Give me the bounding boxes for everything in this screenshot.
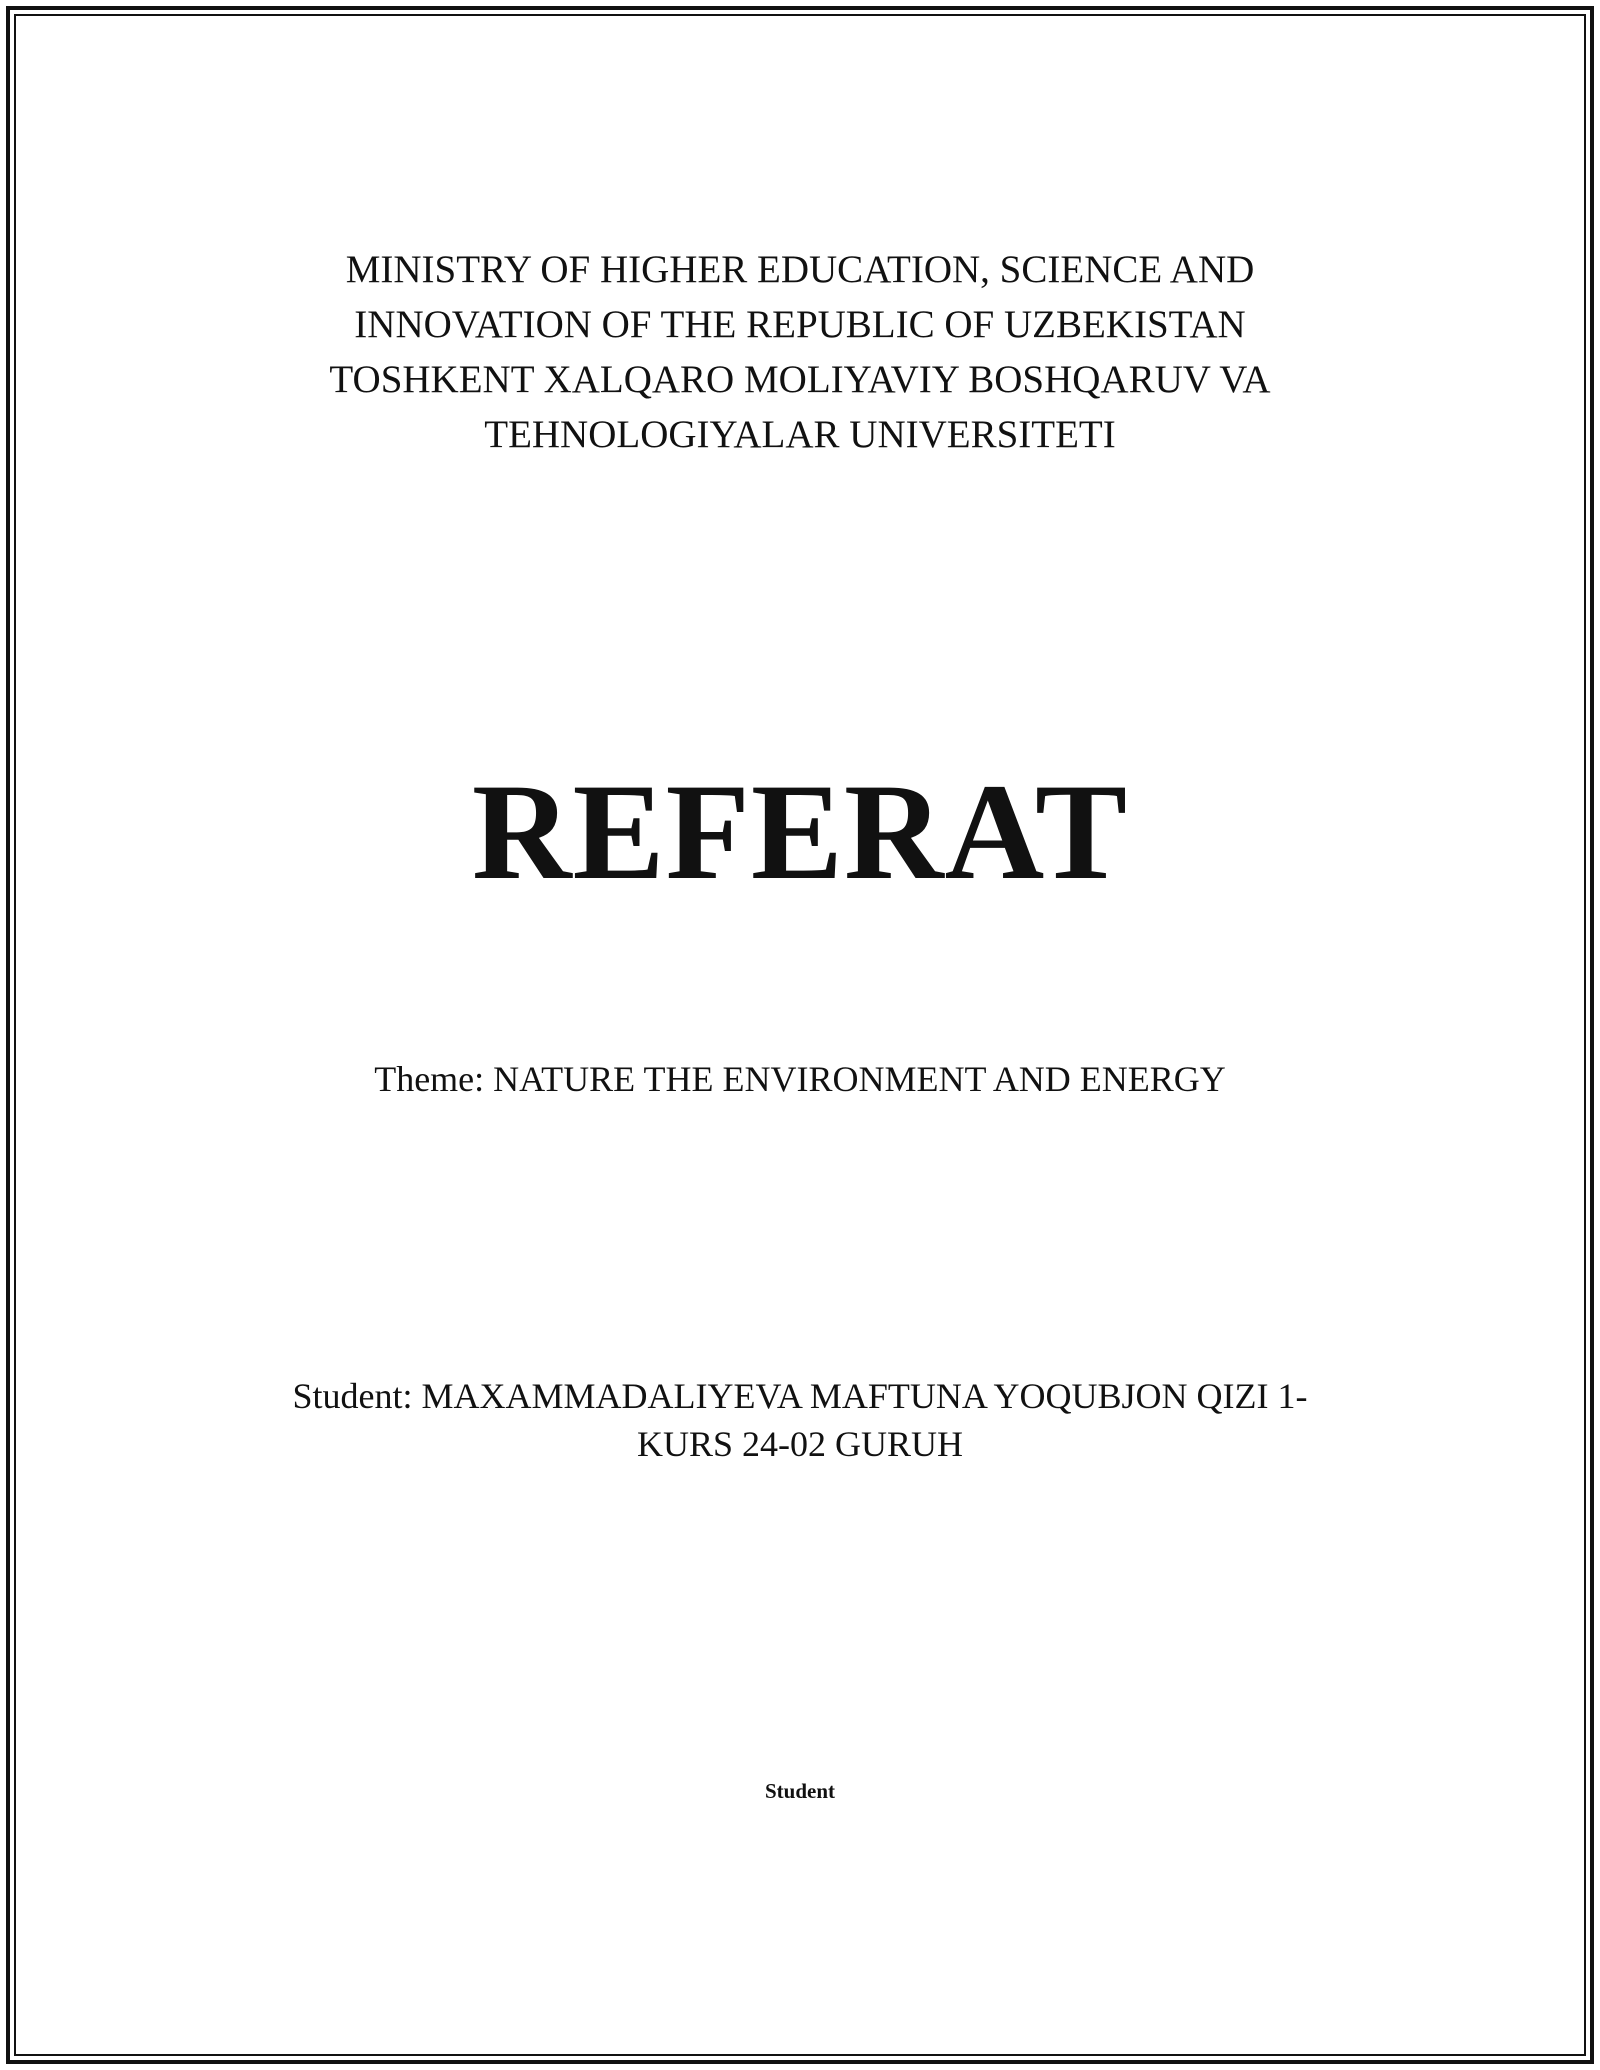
header-line: MINISTRY OF HIGHER EDUCATION, SCIENCE AND — [345, 248, 1255, 291]
header-line: INNOVATION OF THE REPUBLIC OF UZBEKISTAN — [354, 303, 1246, 346]
student-info — [0, 1372, 1600, 1468]
student-line: Student: MAXAMMADALIYEVA MAFTUNA YOQUBJON QIZI 1- — [292, 1376, 1308, 1416]
header-line: TOSHKENT XALQARO MOLIYAVIY BOSHQARUV VA — [329, 358, 1271, 401]
document-title: REFERAT — [471, 755, 1129, 908]
student-label: Student — [764, 1779, 836, 1803]
institution-header — [0, 242, 1600, 462]
document-theme: Theme: NATURE THE ENVIRONMENT AND ENERGY — [374, 1059, 1226, 1099]
header-line: TEHNOLOGIYALAR UNIVERSITETI — [484, 413, 1116, 456]
student-line: KURS 24-02 GURUH — [636, 1424, 964, 1464]
